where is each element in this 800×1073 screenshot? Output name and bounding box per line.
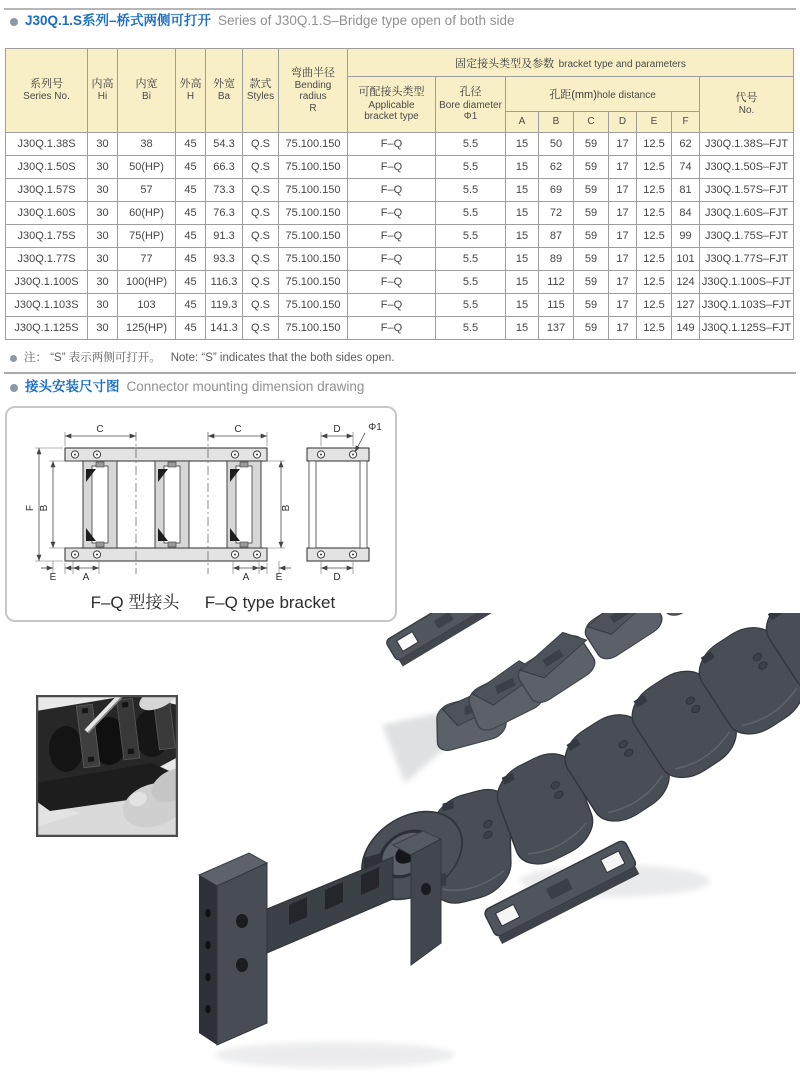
table-cell: 75.100.150 (279, 248, 348, 271)
table-cell: F–Q (348, 179, 436, 202)
table-cell: 75.100.150 (279, 156, 348, 179)
table-cell: 30 (88, 317, 118, 340)
table-cell: 54.3 (206, 133, 243, 156)
dim-label-d-bottom: D (333, 572, 341, 583)
table-cell: 12.5 (637, 248, 672, 271)
table-cell: Q.S (243, 179, 279, 202)
table-cell: 75.100.150 (279, 271, 348, 294)
table-cell: 91.3 (206, 225, 243, 248)
series-title-en: Series of J30Q.1.S–Bridge type open of both side (218, 13, 515, 28)
table-cell: Q.S (243, 248, 279, 271)
table-cell: F–Q (348, 225, 436, 248)
dim-label-c-right: C (234, 424, 242, 435)
series-title-cn: J30Q.1.S系列–桥式两侧可打开 (25, 13, 212, 28)
assembly-photo-image (36, 695, 178, 837)
table-cell: 15 (506, 294, 539, 317)
mounting-section-title (10, 380, 364, 394)
table-cell: 66.3 (206, 156, 243, 179)
col-f: F (672, 112, 700, 133)
table-cell: Q.S (243, 294, 279, 317)
dim-label-phi1: Φ1 (368, 422, 382, 433)
table-cell: 5.5 (436, 156, 506, 179)
table-cell: 17 (609, 317, 637, 340)
table-cell: 45 (176, 294, 206, 317)
table-cell: 15 (506, 179, 539, 202)
table-cell: 17 (609, 225, 637, 248)
table-cell: 45 (176, 179, 206, 202)
table-cell: 75.100.150 (279, 294, 348, 317)
table-cell: 60(HP) (118, 202, 176, 225)
dim-label-e-left: E (49, 572, 57, 583)
table-cell: 93.3 (206, 248, 243, 271)
dim-label-b-right: B (281, 504, 292, 512)
table-cell: J30Q.1.50S–FJT (700, 156, 794, 179)
table-cell: 100(HP) (118, 271, 176, 294)
dim-label-a-right: A (242, 572, 250, 583)
dim-label-a-left: A (82, 572, 90, 583)
col-hole-distance: 孔距(mm)hole distance (506, 77, 700, 112)
table-cell: 12.5 (637, 317, 672, 340)
table-cell: 73.3 (206, 179, 243, 202)
spec-table-wrap (5, 48, 794, 340)
table-cell: 76.3 (206, 202, 243, 225)
table-cell: J30Q.1.50S (6, 156, 88, 179)
col-e: E (637, 112, 672, 133)
table-cell: 17 (609, 202, 637, 225)
table-cell: 59 (574, 156, 609, 179)
table-header (6, 49, 794, 133)
table-cell: 116.3 (206, 271, 243, 294)
table-cell: F–Q (348, 133, 436, 156)
table-row (6, 179, 794, 202)
table-cell: 77 (118, 248, 176, 271)
table-cell: 75.100.150 (279, 179, 348, 202)
table-cell: 5.5 (436, 248, 506, 271)
table-cell: 15 (506, 317, 539, 340)
table-cell: 59 (574, 248, 609, 271)
table-cell: 87 (539, 225, 574, 248)
table-cell: 5.5 (436, 294, 506, 317)
table-body (6, 133, 794, 340)
table-cell: 45 (176, 225, 206, 248)
table-cell: F–Q (348, 271, 436, 294)
table-cell: 15 (506, 271, 539, 294)
table-cell: 59 (574, 179, 609, 202)
table-cell: 30 (88, 133, 118, 156)
table-cell: 75.100.150 (279, 133, 348, 156)
table-cell: J30Q.1.77S (6, 248, 88, 271)
table-cell: 72 (539, 202, 574, 225)
col-series: 系列号 Series No. (6, 49, 88, 133)
table-cell: 17 (609, 271, 637, 294)
spec-table (5, 48, 794, 340)
table-cell: 30 (88, 179, 118, 202)
table-cell: 12.5 (637, 202, 672, 225)
table-cell: 30 (88, 225, 118, 248)
table-cell: 141.3 (206, 317, 243, 340)
table-cell: 45 (176, 202, 206, 225)
table-cell: F–Q (348, 248, 436, 271)
table-cell: Q.S (243, 317, 279, 340)
table-cell: 125(HP) (118, 317, 176, 340)
table-cell: F–Q (348, 202, 436, 225)
table-cell: 45 (176, 133, 206, 156)
table-cell: 59 (574, 294, 609, 317)
table-cell: 17 (609, 248, 637, 271)
table-cell: 30 (88, 248, 118, 271)
table-cell: 59 (574, 271, 609, 294)
table-cell: Q.S (243, 202, 279, 225)
table-cell: 115 (539, 294, 574, 317)
table-cell: 45 (176, 248, 206, 271)
table-cell: 45 (176, 156, 206, 179)
table-cell: F–Q (348, 317, 436, 340)
table-cell: J30Q.1.100S (6, 271, 88, 294)
link-plate (227, 461, 261, 548)
table-cell: Q.S (243, 133, 279, 156)
mounting-title-cn: 接头安装尺寸图 (25, 379, 120, 394)
table-cell: 75(HP) (118, 225, 176, 248)
bullet-icon (10, 355, 17, 362)
table-cell: 17 (609, 294, 637, 317)
col-hi: 内高 Hi (88, 49, 118, 133)
table-cell: 75.100.150 (279, 202, 348, 225)
link-plate (83, 461, 117, 548)
drawing-caption-en: F–Q type bracket (204, 593, 336, 612)
table-cell: 59 (574, 225, 609, 248)
table-cell: 17 (609, 179, 637, 202)
table-cell: 59 (574, 133, 609, 156)
table-row (6, 271, 794, 294)
table-cell: 124 (672, 271, 700, 294)
col-styles: 款式 Styles (243, 49, 279, 133)
col-applicable: 可配接头类型 Applicable bracket type (348, 77, 436, 133)
table-cell: 59 (574, 202, 609, 225)
table-cell: 30 (88, 202, 118, 225)
table-cell: 15 (506, 202, 539, 225)
dimension-drawing (7, 408, 393, 616)
bullet-icon (10, 384, 18, 392)
table-cell: 149 (672, 317, 700, 340)
table-cell: 5.5 (436, 179, 506, 202)
table-cell: 5.5 (436, 271, 506, 294)
table-cell: J30Q.1.75S (6, 225, 88, 248)
table-cell: 50(HP) (118, 156, 176, 179)
table-cell: 30 (88, 156, 118, 179)
table-cell: J30Q.1.60S (6, 202, 88, 225)
table-cell: 17 (609, 156, 637, 179)
table-cell: J30Q.1.57S (6, 179, 88, 202)
note-en: Note: “S” indicates that the both sides open. (170, 352, 395, 364)
table-cell: 15 (506, 248, 539, 271)
table-cell: 75.100.150 (279, 225, 348, 248)
assembly-photo (36, 695, 178, 837)
table-cell: Q.S (243, 271, 279, 294)
table-cell: 99 (672, 225, 700, 248)
table-cell: 38 (118, 133, 176, 156)
table-cell: 103 (118, 294, 176, 317)
table-row (6, 156, 794, 179)
note-cn: 注： “S” 表示两侧可打开。 (24, 352, 161, 364)
dim-label-b-left: B (39, 504, 50, 512)
table-cell: F–Q (348, 294, 436, 317)
table-cell: Q.S (243, 225, 279, 248)
col-d: D (609, 112, 637, 133)
table-cell: 62 (539, 156, 574, 179)
table-cell: J30Q.1.103S (6, 294, 88, 317)
table-cell: J30Q.1.38S (6, 133, 88, 156)
table-cell: 50 (539, 133, 574, 156)
series-title (10, 14, 515, 28)
table-note (10, 349, 394, 365)
table-cell: 75.100.150 (279, 317, 348, 340)
table-row (6, 225, 794, 248)
table-cell: 30 (88, 294, 118, 317)
table-cell: 112 (539, 271, 574, 294)
table-cell: 45 (176, 317, 206, 340)
side-view (307, 422, 382, 583)
table-cell: J30Q.1.75S–FJT (700, 225, 794, 248)
table-cell: 15 (506, 225, 539, 248)
table-cell: 15 (506, 133, 539, 156)
table-row (6, 202, 794, 225)
table-cell: 62 (672, 133, 700, 156)
table-cell: J30Q.1.103S–FJT (700, 294, 794, 317)
mounting-title-en: Connector mounting dimension drawing (126, 379, 365, 394)
table-cell: 5.5 (436, 225, 506, 248)
table-cell: 57 (118, 179, 176, 202)
table-cell: 12.5 (637, 133, 672, 156)
dim-label-d-top: D (333, 424, 341, 435)
table-row (6, 317, 794, 340)
table-cell: 5.5 (436, 133, 506, 156)
table-cell: J30Q.1.100S–FJT (700, 271, 794, 294)
table-cell: 12.5 (637, 271, 672, 294)
table-cell: 59 (574, 317, 609, 340)
col-group-bracket: 固定接头类型及参数 bracket type and parameters (348, 49, 794, 77)
table-cell: 5.5 (436, 317, 506, 340)
table-row (6, 133, 794, 156)
table-cell: 30 (88, 271, 118, 294)
table-cell: J30Q.1.57S–FJT (700, 179, 794, 202)
table-cell: J30Q.1.60S–FJT (700, 202, 794, 225)
col-no: 代号 No. (700, 77, 794, 133)
table-cell: J30Q.1.77S–FJT (700, 248, 794, 271)
front-view (25, 424, 292, 583)
table-cell: 45 (176, 271, 206, 294)
col-c: C (574, 112, 609, 133)
drag-chain-render (185, 613, 800, 1073)
table-cell: 101 (672, 248, 700, 271)
table-cell: 12.5 (637, 156, 672, 179)
drawing-caption-cn: F–Q 型接头 (90, 593, 180, 612)
col-bore: 孔径 Bore diameter Φ1 (436, 77, 506, 133)
dim-label-f: F (25, 504, 36, 512)
top-rule (4, 8, 796, 10)
table-cell: 17 (609, 133, 637, 156)
table-cell: J30Q.1.125S (6, 317, 88, 340)
table-cell: 119.3 (206, 294, 243, 317)
col-b: B (539, 112, 574, 133)
table-cell: 69 (539, 179, 574, 202)
table-cell: 89 (539, 248, 574, 271)
table-cell: 74 (672, 156, 700, 179)
table-row (6, 248, 794, 271)
table-cell: 12.5 (637, 294, 672, 317)
col-a: A (506, 112, 539, 133)
col-bending: 弯曲半径 Bending radius R (279, 49, 348, 133)
table-cell: Q.S (243, 156, 279, 179)
dim-label-c-left: C (96, 424, 104, 435)
link-plate (155, 461, 189, 548)
table-row (6, 294, 794, 317)
table-cell: 12.5 (637, 179, 672, 202)
bullet-icon (10, 18, 18, 26)
col-bi: 内宽 Bi (118, 49, 176, 133)
table-cell: 5.5 (436, 202, 506, 225)
col-ba: 外宽 Ba (206, 49, 243, 133)
dimension-drawing-box (5, 406, 397, 622)
dim-label-e-right: E (275, 572, 283, 583)
detached-crossbar (385, 613, 511, 668)
product-render (185, 613, 800, 1073)
table-cell: J30Q.1.38S–FJT (700, 133, 794, 156)
col-h: 外高 H (176, 49, 206, 133)
table-cell: F–Q (348, 156, 436, 179)
table-cell: 137 (539, 317, 574, 340)
table-cell: 127 (672, 294, 700, 317)
table-cell: 81 (672, 179, 700, 202)
table-cell: 12.5 (637, 225, 672, 248)
section-divider (4, 372, 796, 374)
table-cell: 15 (506, 156, 539, 179)
table-cell: 84 (672, 202, 700, 225)
table-cell: J30Q.1.125S–FJT (700, 317, 794, 340)
